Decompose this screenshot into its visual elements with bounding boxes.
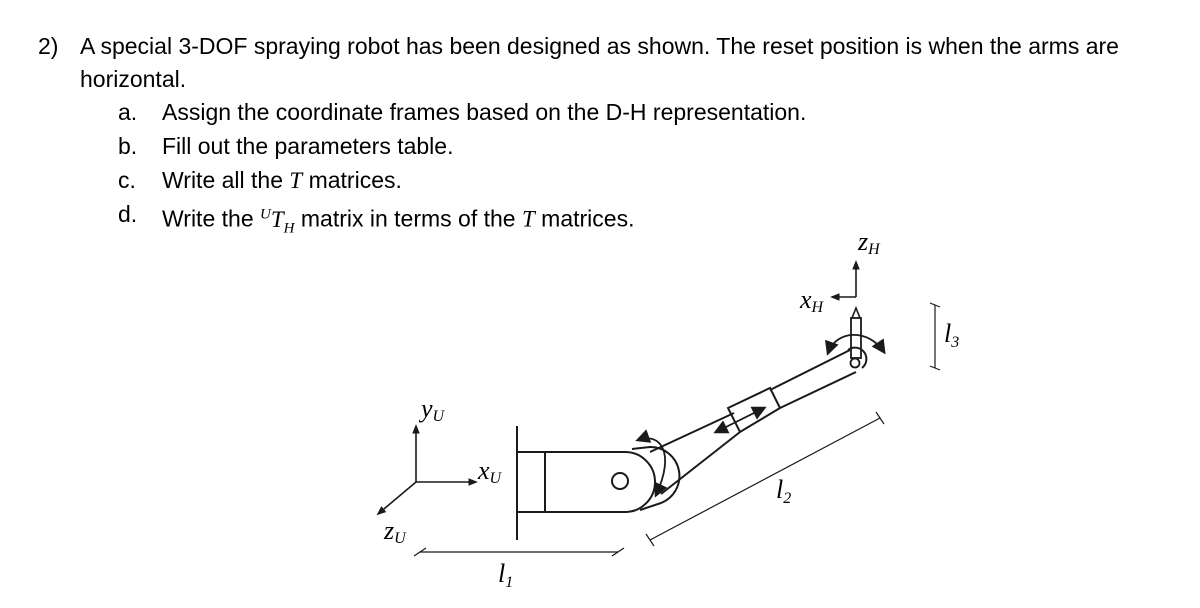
label-l3: l3 xyxy=(944,319,960,351)
label-z-u: zU xyxy=(384,516,406,547)
joint-1-housing xyxy=(625,452,655,512)
arm-upper-top xyxy=(770,350,850,390)
subpart-text-after: matrices. xyxy=(302,167,402,193)
subpart-text-mid: matrix in terms of the xyxy=(294,205,522,232)
subpart-text-after: matrices. xyxy=(534,205,635,232)
label-x-h: xH xyxy=(800,285,824,316)
math-symbol-t: T xyxy=(270,206,284,232)
subpart-text-before: Write the xyxy=(162,205,260,232)
label-l2: l2 xyxy=(776,475,792,507)
label-l1: l1 xyxy=(498,559,514,591)
problem-number: 2) xyxy=(38,33,59,59)
subpart-letter: b. xyxy=(118,133,138,159)
math-symbol-t: T xyxy=(289,168,303,193)
problem-statement: A special 3-DOF spraying robot has been designed as shown. The reset position is when the arms are horizontal. xyxy=(80,33,1119,92)
dim-l2-tick-right xyxy=(876,412,884,424)
subpart-letter: c. xyxy=(118,167,136,193)
subpart-text: Fill out the parameters table. xyxy=(162,133,454,159)
z-u-axis xyxy=(378,482,416,514)
subpart-letter: a. xyxy=(118,99,138,125)
math-sup: U xyxy=(260,206,271,222)
label-z-h: zH xyxy=(858,227,880,258)
subpart-letter: d. xyxy=(118,201,138,227)
label-y-u: yU xyxy=(421,394,445,425)
nozzle-tip xyxy=(852,308,860,318)
math-symbol-t: T xyxy=(522,206,535,232)
nozzle-body xyxy=(851,318,861,358)
wrist-pin xyxy=(851,359,860,368)
math-sub: H xyxy=(283,220,295,237)
joint-1-pin xyxy=(612,473,628,489)
prismatic-arrow xyxy=(716,408,764,432)
arm-upper-bottom xyxy=(780,372,856,408)
link-1 xyxy=(517,452,625,512)
wrist-rotation-arrow xyxy=(828,335,884,353)
dim-l2-tick-left xyxy=(646,534,654,546)
label-x-u: xU xyxy=(478,456,502,487)
subpart-text: Assign the coordinate frames based on the D-H representation. xyxy=(162,99,807,125)
subpart-text-before: Write all the xyxy=(162,167,290,193)
prismatic-sleeve xyxy=(728,388,780,432)
